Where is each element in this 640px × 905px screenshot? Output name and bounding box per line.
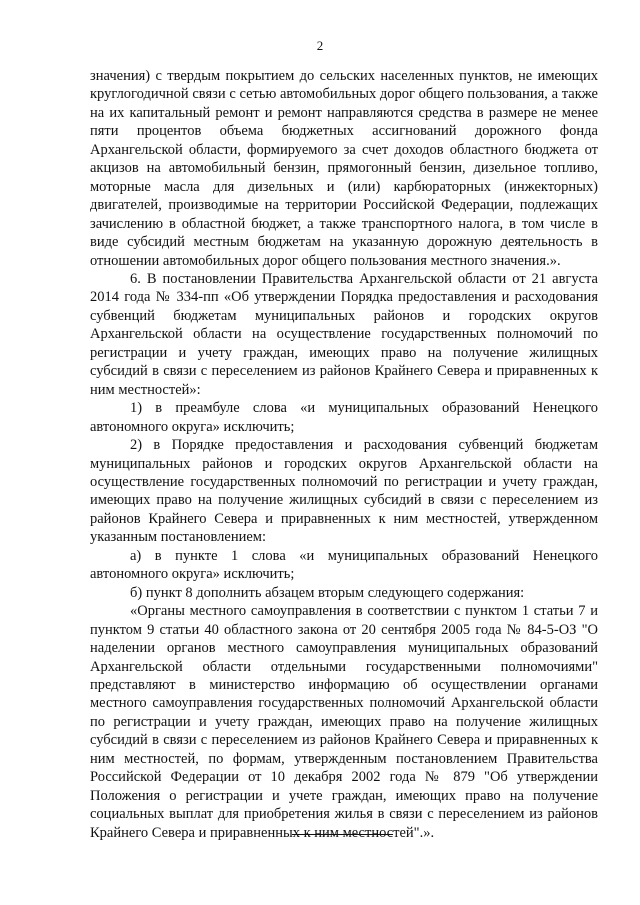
- paragraph-quoted-text: «Органы местного самоуправления в соответствии с пунктом 1 статьи 7 и пунктом 9 статьи 40 областного закона от 20 сентября 2005 года № 84-5-ОЗ "О наделении органов местного самоуправления муниципальных образований Архангельской области отдельными государственными полномочиями" представляют в министерство информацию об осуществлении органами местного самоуправления государственных полномочий Архангельской области по регистрации и учету граждан, имеющих право на получение жилищных субсидий в связи с переселением из районов Крайнего Севера и приравненных к ним местностей, по формам, утвержденным постановлением Правительства Российской Федерации от 10 декабря 2002 года № 879 "Об утверждении Положения о регистрации и учете граждан, имеющих право на получение социальных выплат для приобретения жилья в связи с переселением из районов Крайнего Севера и приравненных к ним местностей".».: [90, 603, 598, 841]
- paragraph-subitem-b: б) пункт 8 дополнить абзацем вторым следующего содержания:: [130, 584, 525, 601]
- end-divider: [292, 834, 393, 835]
- document-body: [90, 67, 598, 842]
- paragraph-subitem-a: а) в пункте 1 слова «и муниципальных образований Ненецкого автономного округа» исключить;: [90, 547, 598, 583]
- paragraph-item-6: 6. В постановлении Правительства Архангельской области от 21 августа 2014 года № 334-пп «Об утверждении Порядка предоставления и расходования субвенций бюджетам муниципальных районов и городских округов Архангельской области на осуществление государственных полномочий по регистрации и учету граждан, имеющих право на получение жилищных субсидий в связи с переселением из районов Крайнего Севера и приравненных к ним местностей»:: [90, 270, 598, 398]
- paragraph-continued: значения) с твердым покрытием до сельских населенных пунктов, не имеющих круглогодичной связи с сетью автомобильных дорог общего пользования, а также на их капитальный ремонт и ремонт направляются средства в размере не менее пяти процентов объема бюджетных ассигнований дорожного фонда Архангельской области, формируемого за счет доходов областного бюджета от акцизов на автомобильный бензин, прямогонный бензин, дизельное топливо, моторные масла для дизельных и (или) карбюраторных (инжекторных) двигателей, производимые на территории Российской Федерации, подлежащих зачислению в областной бюджет, а также транспортного налога, в том числе в виде субсидий местным бюджетам на указанную дорожную деятельность в отношении автомобильных дорог общего пользования местного значения.».: [90, 68, 598, 269]
- paragraph-subitem-1: 1) в преамбуле слова «и муниципальных образований Ненецкого автономного округа» исключить;: [90, 400, 598, 435]
- page-number: 2: [316, 38, 324, 53]
- paragraph-subitem-2: 2) в Порядке предоставления и расходования субвенций бюджетам муниципальных районов и городских округов Архангельской области на осуществление государственных полномочий по регистрации и учету граждан, имеющих право на получение жилищных субсидий в связи с переселением из районов Крайнего Севера и приравненных к ним местностей, утвержденном указанным постановлением:: [90, 437, 598, 546]
